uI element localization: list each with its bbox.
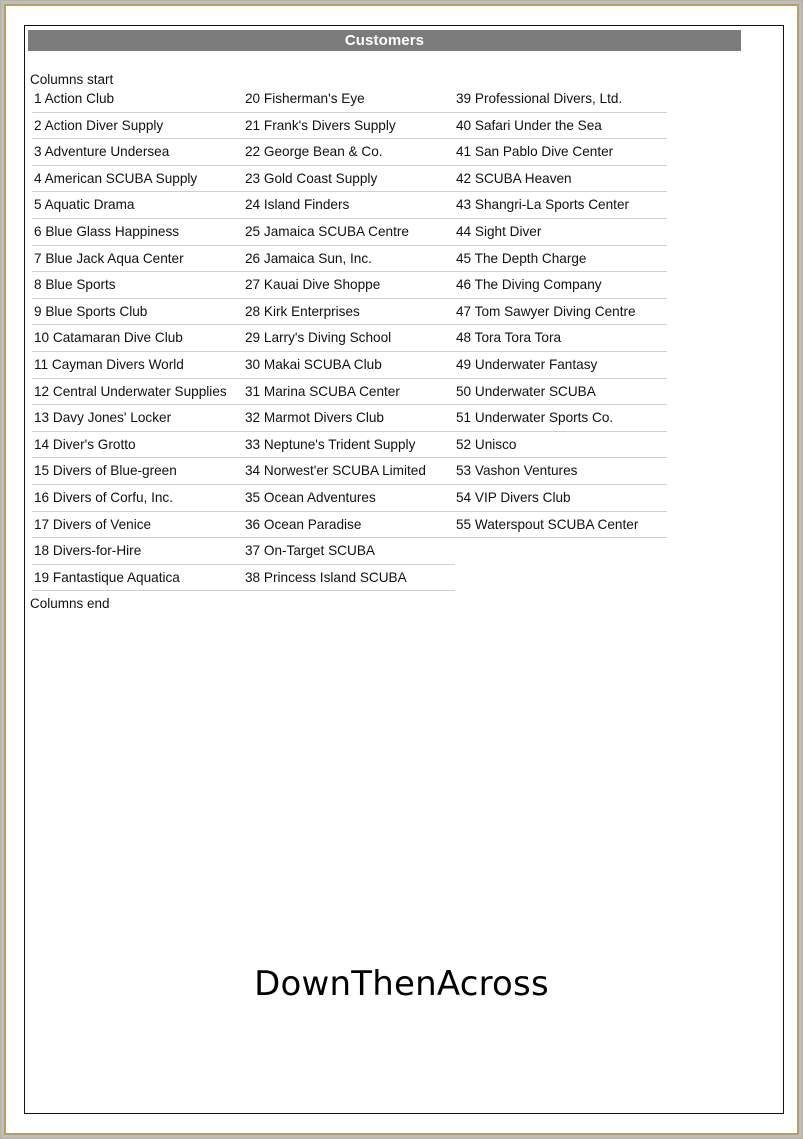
customer-row: 34 Norwest'er SCUBA Limited — [243, 458, 455, 485]
customer-row: 12 Central Underwater Supplies — [32, 379, 244, 406]
customer-column-2 — [243, 86, 455, 591]
customer-column-3 — [454, 86, 667, 538]
customer-row: 53 Vashon Ventures — [454, 458, 667, 485]
customer-columns — [32, 86, 667, 596]
customer-row: 26 Jamaica Sun, Inc. — [243, 246, 455, 273]
customer-row: 29 Larry's Diving School — [243, 325, 455, 352]
columns-end-label: Columns end — [30, 596, 110, 611]
customer-row: 43 Shangri-La Sports Center — [454, 192, 667, 219]
customer-row: 37 On-Target SCUBA — [243, 538, 455, 565]
customer-row: 39 Professional Divers, Ltd. — [454, 86, 667, 113]
columns-start-label: Columns start — [30, 72, 114, 87]
customer-row: 18 Divers-for-Hire — [32, 538, 244, 565]
customer-row: 10 Catamaran Dive Club — [32, 325, 244, 352]
customer-row: 7 Blue Jack Aqua Center — [32, 246, 244, 273]
customer-row: 48 Tora Tora Tora — [454, 325, 667, 352]
customer-row: 38 Princess Island SCUBA — [243, 565, 455, 592]
customer-row: 54 VIP Divers Club — [454, 485, 667, 512]
customer-row: 11 Cayman Divers World — [32, 352, 244, 379]
customer-row: 6 Blue Glass Happiness — [32, 219, 244, 246]
customer-row: 32 Marmot Divers Club — [243, 405, 455, 432]
report-title: Customers — [28, 30, 741, 51]
customer-row: 27 Kauai Dive Shoppe — [243, 272, 455, 299]
customer-row: 36 Ocean Paradise — [243, 512, 455, 539]
customer-row: 33 Neptune's Trident Supply — [243, 432, 455, 459]
customer-row: 51 Underwater Sports Co. — [454, 405, 667, 432]
customer-row: 13 Davy Jones' Locker — [32, 405, 244, 432]
customer-row: 49 Underwater Fantasy — [454, 352, 667, 379]
customer-row: 22 George Bean & Co. — [243, 139, 455, 166]
customer-row: 4 American SCUBA Supply — [32, 166, 244, 193]
customer-row: 5 Aquatic Drama — [32, 192, 244, 219]
customer-row: 52 Unisco — [454, 432, 667, 459]
customer-row: 21 Frank's Divers Supply — [243, 113, 455, 140]
customer-row: 24 Island Finders — [243, 192, 455, 219]
customer-row: 44 Sight Diver — [454, 219, 667, 246]
customer-row: 41 San Pablo Dive Center — [454, 139, 667, 166]
customer-row: 35 Ocean Adventures — [243, 485, 455, 512]
customer-row: 16 Divers of Corfu, Inc. — [32, 485, 244, 512]
customer-row: 46 The Diving Company — [454, 272, 667, 299]
customer-row: 28 Kirk Enterprises — [243, 299, 455, 326]
customer-row: 9 Blue Sports Club — [32, 299, 244, 326]
customer-row: 17 Divers of Venice — [32, 512, 244, 539]
customer-row: 15 Divers of Blue-green — [32, 458, 244, 485]
customer-row: 30 Makai SCUBA Club — [243, 352, 455, 379]
customer-row: 2 Action Diver Supply — [32, 113, 244, 140]
customer-row: 3 Adventure Undersea — [32, 139, 244, 166]
customer-row: 55 Waterspout SCUBA Center — [454, 512, 667, 539]
customer-row: 23 Gold Coast Supply — [243, 166, 455, 193]
customer-row: 25 Jamaica SCUBA Centre — [243, 219, 455, 246]
customer-row: 20 Fisherman's Eye — [243, 86, 455, 113]
customer-row: 8 Blue Sports — [32, 272, 244, 299]
customer-row: 1 Action Club — [32, 86, 244, 113]
customer-row: 47 Tom Sawyer Diving Centre — [454, 299, 667, 326]
customer-row: 19 Fantastique Aquatica — [32, 565, 244, 592]
customer-row: 31 Marina SCUBA Center — [243, 379, 455, 406]
customer-row: 42 SCUBA Heaven — [454, 166, 667, 193]
customer-row: 40 Safari Under the Sea — [454, 113, 667, 140]
customer-column-1 — [32, 86, 244, 591]
customer-row: 14 Diver's Grotto — [32, 432, 244, 459]
layout-mode-label: DownThenAcross — [254, 964, 549, 1004]
customer-row: 45 The Depth Charge — [454, 246, 667, 273]
customer-row: 50 Underwater SCUBA — [454, 379, 667, 406]
